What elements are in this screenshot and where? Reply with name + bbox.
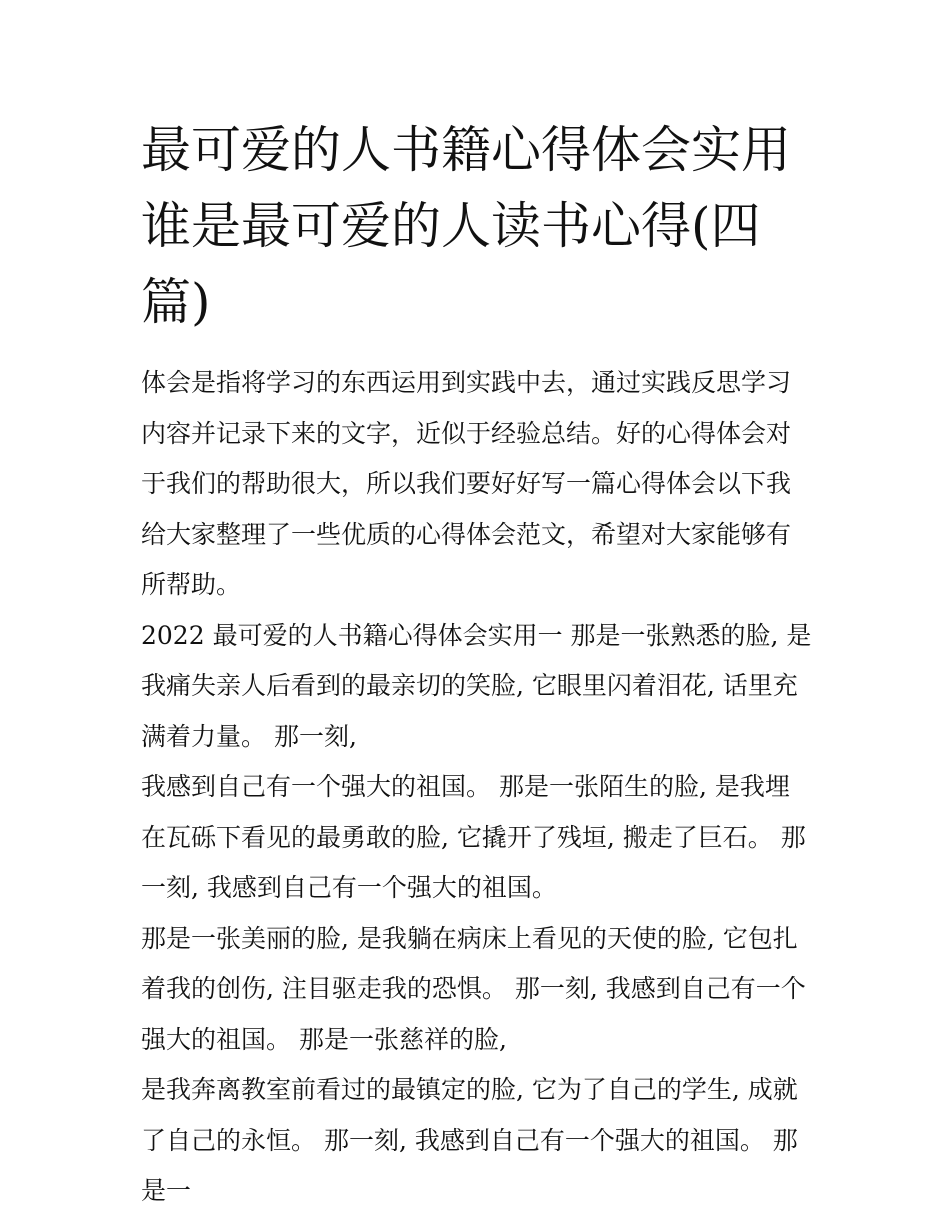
- paragraph-steady-face: 是我奔离教室前看过的最镇定的脸, 它为了自己的学生, 成就了自己的永恒。 那一刻, 我感到自己有一个强大的祖国。 那是一: [141, 1075, 798, 1205]
- paragraph-unfamiliar-face: 我感到自己有一个强大的祖国。 那是一张陌生的脸, 是我埋在瓦砾下看见的最勇敢的脸, 它撬开了残垣, 搬走了巨石。 那一刻, 我感到自己有一个强大的祖国。: [141, 772, 806, 902]
- document-content: [141, 112, 813, 1217]
- paragraph-intro: 体会是指将学习的东西运用到实践中去，通过实践反思学习内容并记录下来的文字，近似于经验总结。好的心得体会对于我们的帮助很大，所以我们要好好写一篇心得体会以下我给大家整理了一些优质的心得体会范文，希望对大家能够有所帮助。: [141, 368, 792, 599]
- paragraph-section-one-opening: 2022 最可爱的人书籍心得体会实用一 那是一张熟悉的脸, 是我痛失亲人后看到的最亲切的笑脸, 它眼里闪着泪花, 话里充满着力量。 那一刻,: [141, 620, 812, 751]
- document-body: [141, 358, 813, 1217]
- paragraph-beautiful-face: 那是一张美丽的脸, 是我躺在病床上看见的天使的脸, 它包扎着我的创伤, 注目驱走我的恐惧。 那一刻, 我感到自己有一个强大的祖国。 那是一张慈祥的脸,: [141, 923, 806, 1054]
- document-title: 最可爱的人书籍心得体会实用谁是最可爱的人读书心得(四篇): [141, 121, 791, 331]
